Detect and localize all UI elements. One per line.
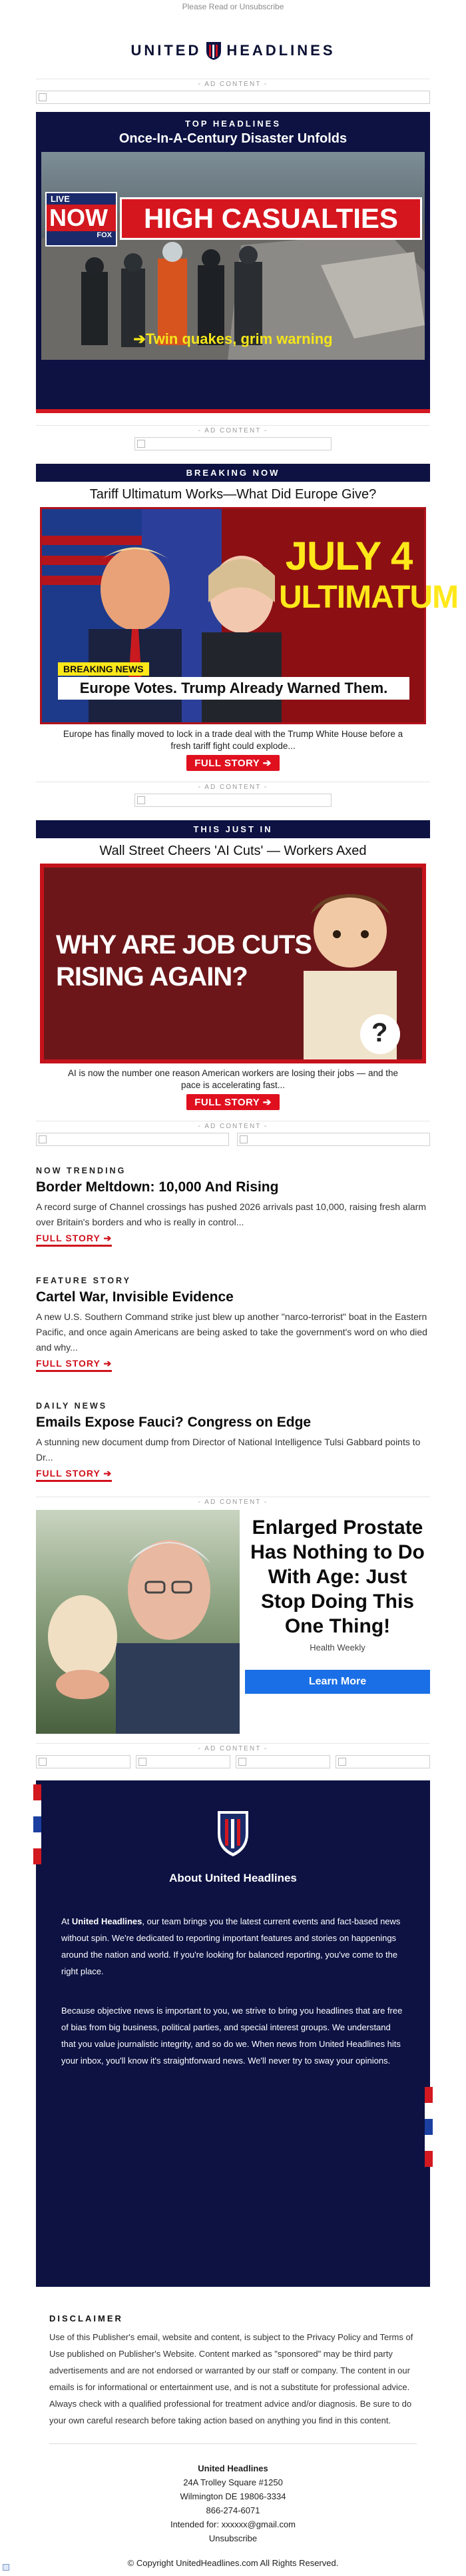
preheader-text[interactable]: Please Read or Unsubscribe xyxy=(182,2,284,11)
ad-banner[interactable] xyxy=(134,794,332,807)
why-job-cuts-text: WHY ARE JOB CUTS xyxy=(56,930,312,960)
ad-banner[interactable] xyxy=(336,1755,430,1768)
july-4-text: JULY 4 xyxy=(285,534,413,578)
about-edge-left xyxy=(33,1784,41,1864)
about-title: About United Headlines xyxy=(169,1872,297,1884)
unsubscribe-link[interactable]: Unsubscribe xyxy=(208,2533,258,2543)
ad-label: - AD CONTENT - xyxy=(36,1121,430,1131)
learn-more-label: Learn More xyxy=(308,1676,367,1687)
high-casualties-text: HIGH CASUALTIES xyxy=(144,203,398,234)
full-story-link[interactable]: FULL STORY ➔ xyxy=(36,1358,112,1372)
section-bar-just-in: THIS JUST IN xyxy=(36,820,430,838)
story-item xyxy=(36,1276,430,1372)
ad-label: - AD CONTENT - xyxy=(36,425,430,436)
story-kicker: FEATURE STORY xyxy=(36,1276,131,1285)
footer-address-2: Wilmington DE 19806-3334 xyxy=(180,2491,286,2501)
fox-label: FOX xyxy=(97,231,112,239)
about-brand: United Headlines xyxy=(71,1916,142,1926)
footer-address-1: 24A Trolley Square #1250 xyxy=(183,2477,283,2487)
tracking-pixel-icon xyxy=(3,2564,9,2571)
logo-text-right: HEADLINES xyxy=(226,42,336,59)
ad-source: Health Weekly xyxy=(310,1642,365,1652)
story-item xyxy=(36,1166,430,1247)
story-desc: A stunning new document dump from Director of National Intelligence Tulsi Gabbard points to Dr... xyxy=(36,1437,421,1463)
ad-banner[interactable] xyxy=(237,1133,430,1146)
ad-banner[interactable] xyxy=(134,437,332,450)
ad-label: - AD CONTENT - xyxy=(36,782,430,792)
footer-copyright: © Copyright UnitedHeadlines.com All Rights Reserved. xyxy=(127,2558,339,2568)
divider xyxy=(49,2443,417,2444)
full-story-button[interactable]: FULL STORY ➔ xyxy=(186,755,280,771)
live-now-badge xyxy=(45,192,117,247)
footer xyxy=(36,2461,430,2570)
now-label: NOW xyxy=(47,205,116,231)
ultimatum-text: ULTIMATUM xyxy=(279,580,459,615)
disclaimer-section xyxy=(36,2287,430,2429)
footer-intended: Intended for: xxxxxx@gmail.com xyxy=(170,2519,296,2529)
top-subcaption: ➔Twin quakes, grim warning xyxy=(133,330,333,347)
about-shield-icon xyxy=(61,1808,405,1861)
ad-label: - AD CONTENT - xyxy=(36,79,430,89)
section-title: TOP HEADLINES xyxy=(185,119,281,129)
section-bar-breaking: BREAKING NOW xyxy=(36,464,430,482)
native-ad[interactable] xyxy=(36,1510,430,1734)
about-section xyxy=(36,1780,430,2287)
story-item xyxy=(36,1401,430,1482)
breaking-body: Europe has finally moved to lock in a trade deal with the Trump White House before a fresh tariff fight could explode... xyxy=(63,729,403,751)
full-story-button[interactable]: FULL STORY ➔ xyxy=(186,1094,280,1110)
story-kicker: NOW TRENDING xyxy=(36,1166,126,1175)
red-underline xyxy=(36,409,430,413)
breaking-headline[interactable]: Tariff Ultimatum Works—What Did Europe Give? xyxy=(89,487,377,502)
footer-phone[interactable]: 866-274-6071 xyxy=(206,2505,260,2515)
ad-banner[interactable] xyxy=(236,1755,330,1768)
footer-company: United Headlines xyxy=(198,2463,268,2473)
about-edge-right xyxy=(425,2087,433,2167)
story-title[interactable]: Emails Expose Fauci? Congress on Edge xyxy=(36,1415,312,1430)
live-label: LIVE xyxy=(47,193,116,205)
about-paragraph-1 xyxy=(61,1913,405,1980)
ad-banner[interactable] xyxy=(36,91,430,104)
about-p1-prefix: At xyxy=(61,1916,72,1926)
disclaimer-text: Use of this Publisher's email, website and content, is subject to the Privacy Policy and Terms of Use published on Publisher's Website. Content marked as "sponsored" may be third party advertisements and are not endorsed or warranted by our staff or company. The content in our emails is for informational or entertainment use, and is not a substitute for professional advice. Always check with a qualified professional for treatment advice and/or diagnosis. Be sure to do your own careful research before taking action based on anything you find in this content. xyxy=(49,2332,413,2425)
top-headline[interactable]: Once-In-A-Century Disaster Unfolds xyxy=(118,131,348,146)
top-headlines-card[interactable] xyxy=(36,112,430,409)
story-desc: A record surge of Channel crossings has pushed 2026 arrivals past 10,000, raising fresh alarm over Britain's borders and who is really in control... xyxy=(36,1201,426,1227)
job-cuts-image[interactable] xyxy=(40,864,426,1063)
ad-image[interactable] xyxy=(36,1510,240,1734)
full-story-link[interactable]: FULL STORY ➔ xyxy=(36,1468,112,1482)
ad-label: - AD CONTENT - xyxy=(36,1497,430,1507)
europe-votes-banner: Europe Votes. Trump Already Warned Them. xyxy=(58,677,409,700)
ad-label: - AD CONTENT - xyxy=(36,1743,430,1754)
justin-headline[interactable]: Wall Street Cheers 'AI Cuts' — Workers Axed xyxy=(99,844,367,858)
ad-headline[interactable]: Enlarged Prostate Has Nothing to Do With Age: Just Stop Doing This One Thing! xyxy=(250,1517,425,1637)
logo-flag-icon xyxy=(205,41,222,61)
disaster-image[interactable] xyxy=(41,152,425,360)
breaking-news-tag: BREAKING NEWS xyxy=(58,662,149,676)
story-title[interactable]: Cartel War, Invisible Evidence xyxy=(36,1289,234,1305)
ultimatum-image[interactable] xyxy=(40,507,459,724)
justin-body: AI is now the number one reason American workers are losing their jobs — and the pace is accelerating fast... xyxy=(67,1068,398,1090)
question-mark-icon: ? xyxy=(371,1018,388,1047)
logo-text-left: UNITED xyxy=(130,42,202,59)
learn-more-button[interactable] xyxy=(245,1670,430,1694)
story-title[interactable]: Border Meltdown: 10,000 And Rising xyxy=(36,1179,279,1195)
about-p1-rest: , our team brings you the latest current events and fact-based news without spin. We're dedicated to reporting important features and stories on happenings around the nation and world. If you're looking for balanced reporting, you've come to the right place. xyxy=(61,1916,401,1976)
disclaimer-title: DISCLAIMER xyxy=(49,2313,123,2323)
ad-banner[interactable] xyxy=(136,1755,230,1768)
about-paragraph-2: Because objective news is important to you, we strive to bring you headlines that are free of bias from big business, political parties, and special interest groups. We understand that you value journalistic integrity, and so do we. When news from United Headlines hits your inbox, you'll know it's straightforward news. We'll never try to sway your opinions. xyxy=(61,2006,403,2066)
story-desc: A new U.S. Southern Command strike just blew up another "narco-terrorist" boat in the Eastern Pacific, and once again Americans are being asked to take the government's word on who died and why... xyxy=(36,1311,427,1353)
logo[interactable] xyxy=(0,27,466,75)
full-story-link[interactable]: FULL STORY ➔ xyxy=(36,1233,112,1247)
rising-again-text: RISING AGAIN? xyxy=(56,962,248,991)
ad-banner[interactable] xyxy=(36,1133,229,1146)
ad-banner[interactable] xyxy=(36,1755,130,1768)
story-kicker: DAILY NEWS xyxy=(36,1401,108,1411)
high-casualties-banner xyxy=(120,197,422,240)
